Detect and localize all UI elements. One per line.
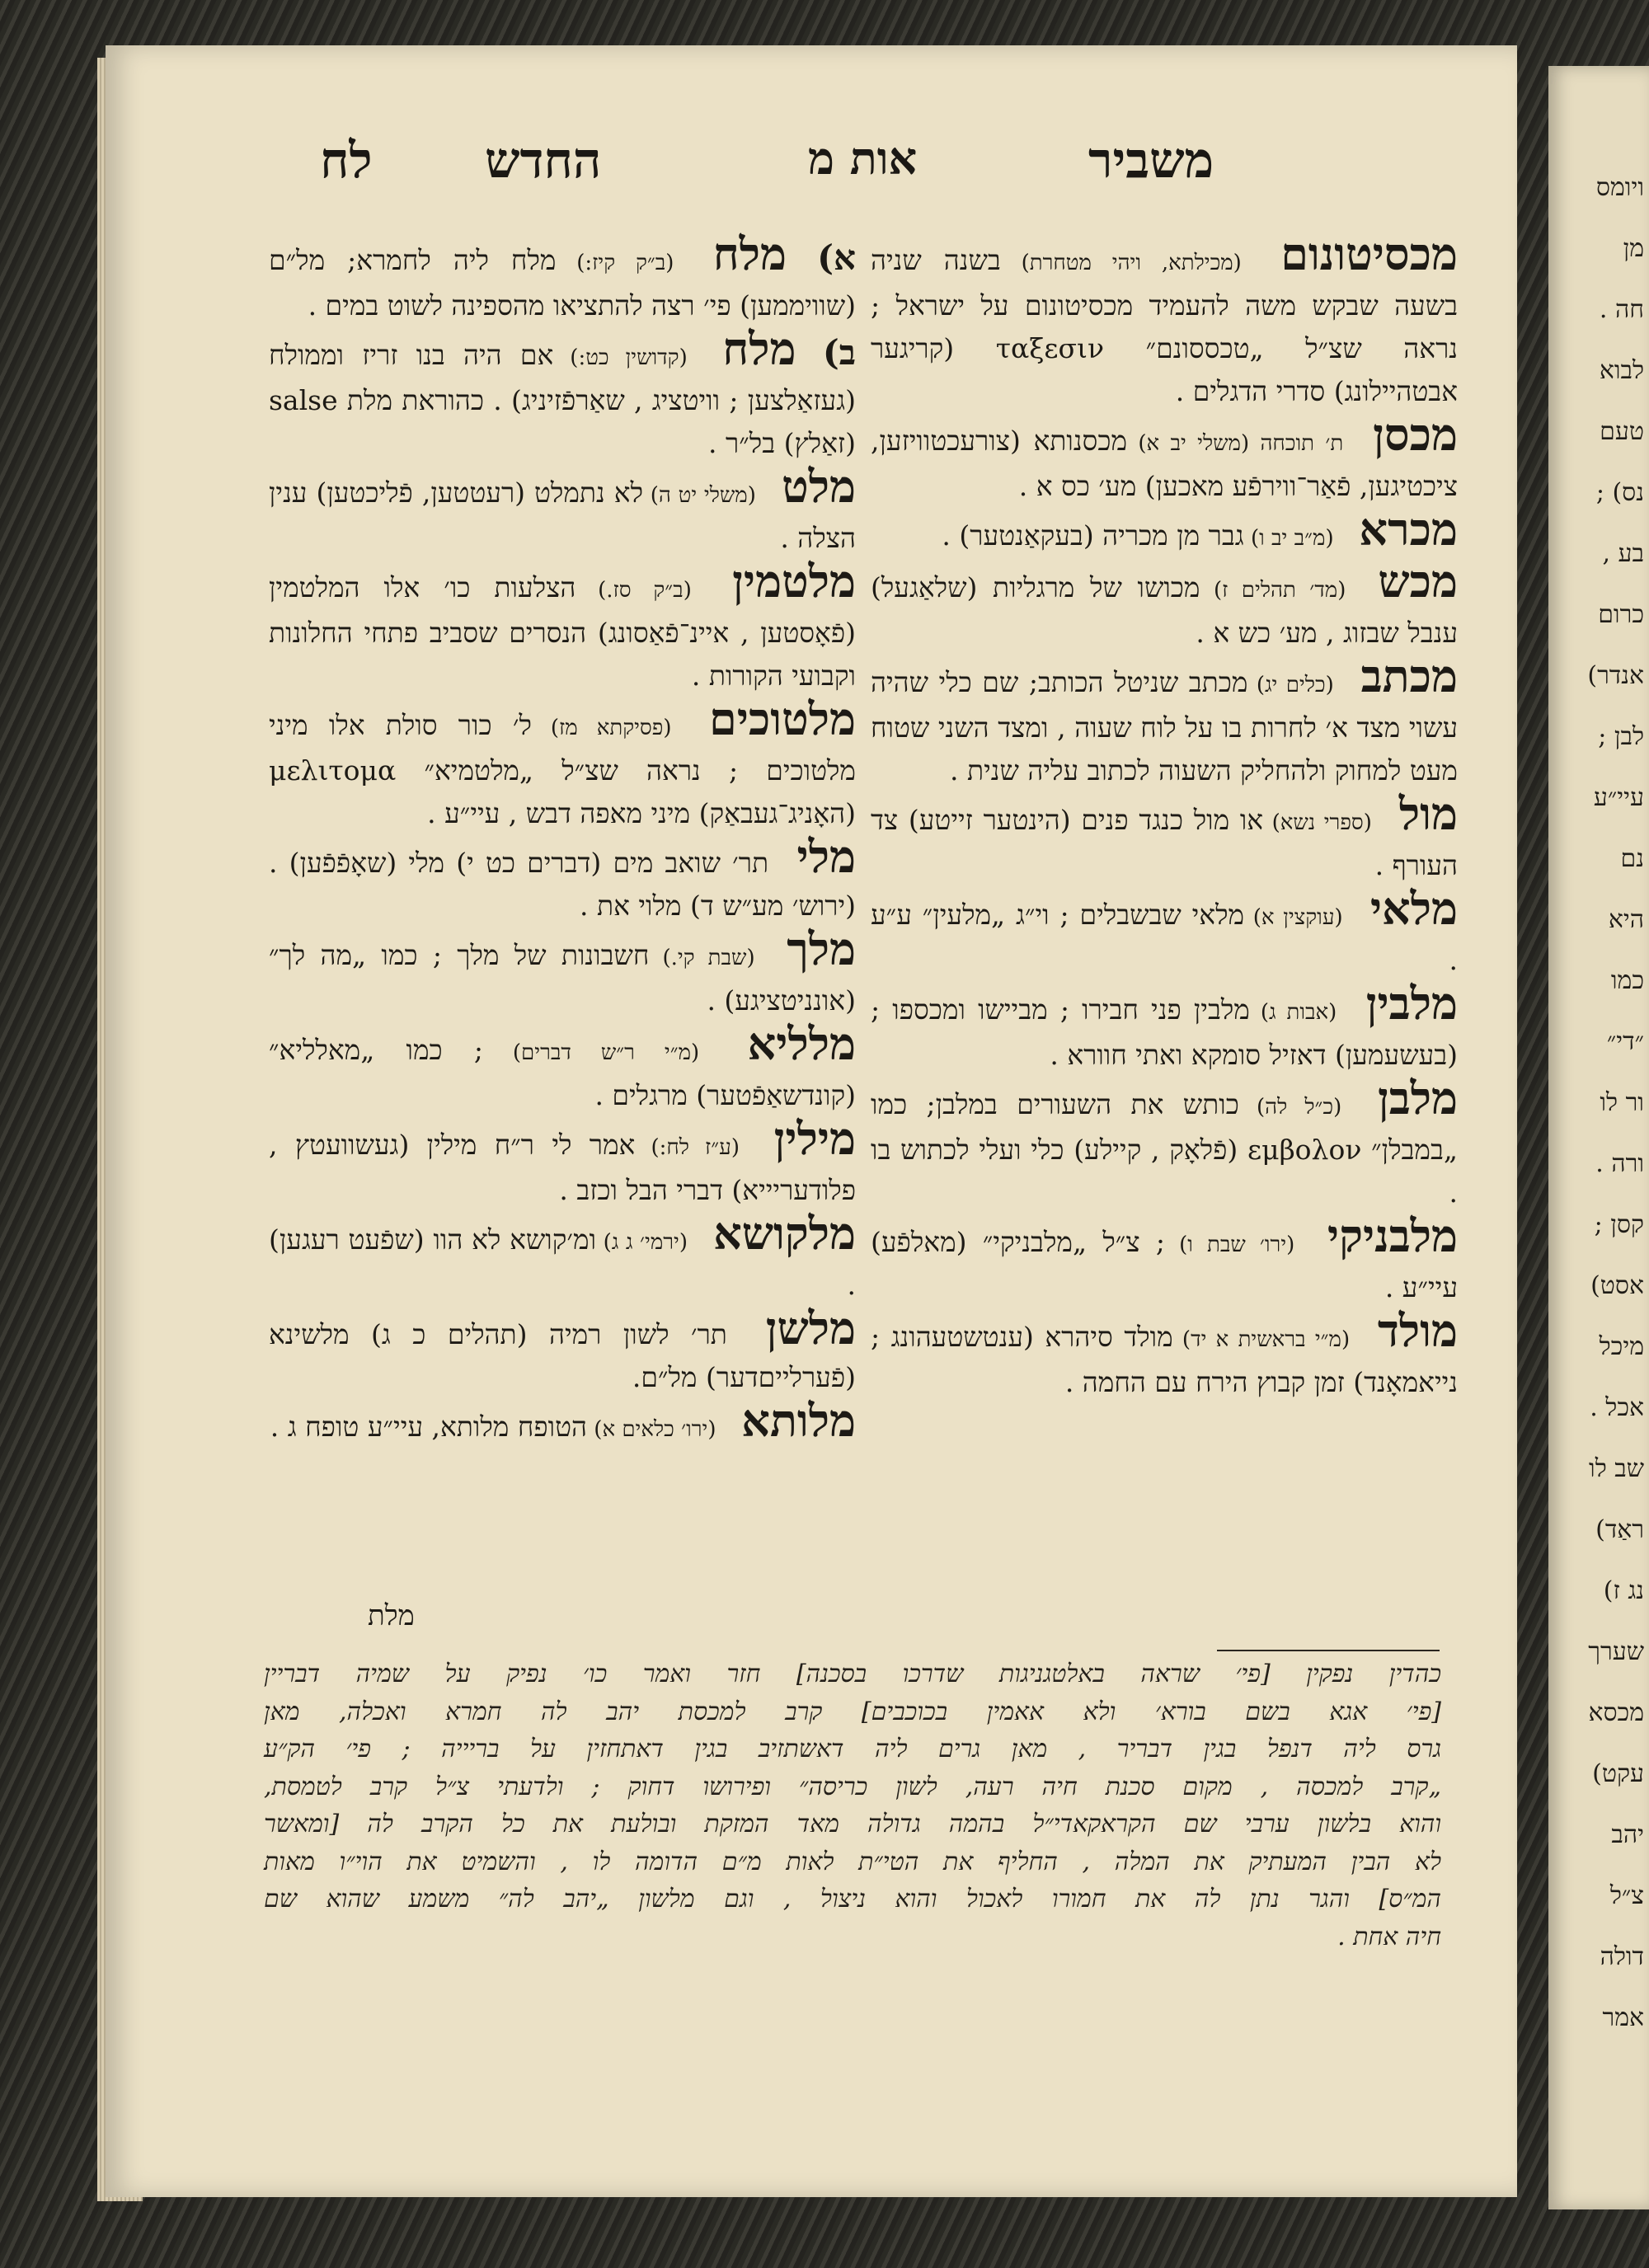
entry-text: מכתב שניטל הכותב; שם כלי שהיה עשוי מצד א׳ לחרות בו על לוח שעוה , ומצד השני שטוח מעט למחוק ולהחליק השעוה לכתוב עליה שנית . (871, 666, 1458, 787)
page-number: לח (320, 132, 373, 190)
entry-text: מכושו של מרגליות (שלאַגעל) ענבל שבזוג , מע׳ כש א . (871, 571, 1458, 649)
dictionary-entry (269, 1017, 856, 1117)
entry-headword: מלקושא (698, 1207, 856, 1260)
footnote-line: כהדין נפקין [פי׳ שראה באלטגניגות שדרכו בסכנה] חזר ואמר כו׳ נפיק על שמיה דבריין (264, 1660, 1441, 1688)
right-column (871, 228, 1459, 1404)
facing-page-fragment: היא (1608, 905, 1644, 934)
facing-page-fragment: לבן ; (1598, 722, 1644, 751)
entry-headword: מלטוכים (681, 693, 856, 745)
footnote-line: גרס ליה דנפל בגין דבריר , מאן גרים ליה דאשתזיב בגין דאתחזין על בריייה ; פי׳ הק״ע (264, 1735, 1441, 1763)
footnote (264, 1655, 1441, 1956)
entry-headword: מלבניקי (1304, 1209, 1458, 1262)
dictionary-entry (269, 228, 856, 327)
entry-ref: (מ״י ר״ש דברים) (482, 1040, 700, 1065)
entry-text: חשבונות של מלך ; כמו „מה לך״ (אונניטציגע) . (269, 939, 856, 1017)
facing-page-fragment: בע , (1602, 539, 1644, 568)
entry-text: ומ׳קושא לא הוו (שפֿעט רעגען) . (269, 1223, 856, 1301)
entry-num: א) (791, 237, 856, 278)
entry-text: אם היה בנו זריז וממולח (געזאַלצען ; וויטציג , שאַרפֿזיניג) . כהוראת מלת salse (זאַלץ) בל״ר . (269, 339, 856, 459)
entry-text: ; צ״ל „מלבניקי״ (מאלפֿע) עיי״ע . (871, 1226, 1458, 1303)
facing-page-fragment: ורה . (1595, 1149, 1644, 1178)
entry-ref: (כ״ל לה) (1238, 1095, 1342, 1120)
entry-ref: (משלי יט ה) (643, 483, 756, 508)
entry-ref: (מ״ב יב ו) (1243, 526, 1334, 551)
entry-headword: מכש (1355, 555, 1458, 608)
entry-headword: מלך (764, 923, 856, 975)
entry-headword: מכסיטונום (1251, 228, 1458, 280)
entry-text: בשנה שניה בשעה שבקש משה להעמיד מכסיטונום על ישראל ; נראה שצ״ל „טכססונם״ ταξεσιν (קריגער אבטהיילונג) סדרי הדגלים . (871, 244, 1459, 407)
entry-ref: (שבת קי.) (649, 946, 755, 970)
facing-page (1548, 66, 1649, 2209)
dictionary-entry (871, 503, 1458, 560)
facing-page-fragment: קסן ; (1594, 1210, 1644, 1239)
facing-page-fragment: מן (1623, 234, 1644, 263)
entry-ref: (ירו׳ כלאים א) (587, 1417, 716, 1442)
entry-ref: (ב״ק סז.) (576, 578, 692, 603)
entry-headword: מלשן (736, 1302, 856, 1355)
facing-page-fragment: נג ז) (1603, 1576, 1644, 1605)
entry-ref: (פסיקתא מז) (531, 716, 672, 740)
entry-text: מלח ליה לחמרא; מל״ם (שוויממען) פי׳ רצה להתציאו מהספינה לשוט במים . (269, 244, 856, 322)
facing-page-fragment: מכסא (1588, 1698, 1644, 1727)
dictionary-entry (269, 923, 856, 1022)
entry-ref: (מכילתא, ויהי מטחרת) (1000, 251, 1242, 275)
entry-text: גבר מן מכריה (בעקאַנטער) . (942, 519, 1244, 552)
dictionary-entry (871, 1072, 1459, 1214)
dictionary-entry (269, 1112, 856, 1212)
entry-text: מלאי שבשבלים ; וי״ג „מלעין״ ע״ע . (871, 899, 1458, 976)
facing-page-fragment: שערך (1588, 1637, 1644, 1666)
footnote-line: [פי׳ אגא בשם בורא׳ ולא אאמין בכוכבים] קרב למכסת יהב לה חמרא ואכלה, מאן (264, 1697, 1441, 1726)
entry-headword: מלבן (1351, 1072, 1459, 1125)
dictionary-entry (269, 555, 856, 697)
facing-page-fragment: עקט) (1592, 1759, 1644, 1788)
footnote-line: „קרב למכסה , מקום סכנת חיה רעה, לשון כריסה״ ופירושו דחוק ; ולדעתי צ״ל קרב לטמסת, (264, 1772, 1441, 1801)
entry-headword: מלט (765, 460, 857, 513)
running-head-right: משביר (1088, 132, 1214, 190)
footnote-line: חיה אחת . (1337, 1922, 1441, 1951)
entry-text: לא נתמלט (רעטטען, פֿליכטען) ענין הצלה . (269, 477, 856, 554)
facing-page-fragment: מיכל (1599, 1332, 1644, 1361)
entry-headword: מלאי (1352, 882, 1459, 935)
facing-page-fragment: ראַד) (1595, 1515, 1644, 1544)
dictionary-entry (871, 977, 1458, 1077)
footnote-line: והוא בלשון ערבי שם הקראקאדי״ל בהמה גדולה מאד המזקת ובולעת את כל הקרב לה [ומאשר (264, 1810, 1441, 1838)
entry-ref: (כלים יג) (1247, 673, 1334, 697)
entry-headword: מול (1381, 787, 1458, 840)
entry-headword: מלח (684, 228, 787, 280)
dictionary-entry (269, 1207, 856, 1307)
entry-headword: מולד (1360, 1304, 1458, 1357)
footnote-line: המ״ס] והגר נתן לה את חמורו לאכול והוא ניצול , וגם מלשון „יהב לה״ משמע שהוא שם (264, 1885, 1441, 1913)
footnote-rule (1217, 1650, 1440, 1651)
facing-page-fragment: חה . (1599, 295, 1644, 324)
entry-ref: (ב״ק קיז:) (556, 251, 674, 275)
entry-text: או מול כנגד פנים (הינטער זייטע) צד העורף . (871, 804, 1458, 881)
running-head-center: אות מ (808, 132, 918, 185)
entry-ref: (אבות ג) (1249, 1000, 1337, 1025)
facing-page-fragment: ור לו (1600, 1088, 1644, 1117)
entry-headword: מכתב (1343, 650, 1458, 702)
facing-page-fragment: ״די״ (1606, 1027, 1644, 1056)
entry-ref: (ירו׳ שבת ו) (1165, 1233, 1295, 1257)
facing-page-fragment: נס) ; (1595, 478, 1644, 507)
facing-page-fragment: עיי״ע (1593, 783, 1644, 812)
footnote-line: לא הבין המעתיק את המלה , החליף את הטי״ת לאות מ״ם הדומה לו , והשמיט את הוי״ו מאות (264, 1847, 1441, 1876)
entry-headword: מלבין (1346, 977, 1458, 1030)
facing-page-fragment: יהב (1611, 1820, 1644, 1849)
entry-headword: מלטמין (701, 555, 856, 608)
dictionary-entry (871, 1209, 1458, 1309)
facing-page-fragment: אמר (1602, 2003, 1644, 2032)
dictionary-entry (871, 408, 1459, 508)
facing-page-fragment: לבוא (1599, 356, 1644, 385)
entry-ref: (מ״י בראשית א יד) (1172, 1327, 1351, 1352)
entry-headword: מלליא (709, 1017, 856, 1070)
entry-headword: מלותא (726, 1394, 856, 1447)
facing-page-fragment: טעם (1600, 417, 1644, 446)
left-column (269, 228, 857, 1451)
dictionary-entry (871, 882, 1459, 982)
entry-text: כותש את השעורים במלבן; כמו „במבלן״ εμβολον (פֿלאָק , קיילע) כלי ועלי לכתוש בו . (871, 1088, 1458, 1209)
facing-page-fragment: נם (1620, 844, 1644, 873)
facing-page-fragment: כרום (1598, 600, 1644, 629)
facing-page-fragment: דולה (1600, 1942, 1644, 1971)
entry-ref: (ירמי׳ ג ג) (596, 1230, 688, 1255)
entry-headword: מכסן (1353, 408, 1459, 461)
entry-ref: (עוקצין א) (1244, 905, 1343, 930)
entry-ref: ת׳ תוכחה (משלי יב א) (1127, 431, 1344, 456)
entry-headword: מכרא (1343, 503, 1458, 556)
dictionary-entry (871, 228, 1459, 413)
entry-text: מולד סיהרא (ענטשטעהונג ; נייאמאָנד) זמן קבוץ הירח עם החמה . (871, 1321, 1458, 1398)
entry-text: ל׳ כור סולת אלו מיני מלטוכים ; נראה שצ״ל „מלטמיא״ μελιτομα (האָניג־געבאַק) מיני מאפה דבש , עיי״ע . (269, 709, 856, 829)
entry-ref: (ע״ז לח:) (635, 1135, 740, 1160)
entry-text: תר׳ שואב מים (דברים כט י) מלי (שאָפֿפֿען) . (ירוש׳ מע״ש ד) מלוי את . (269, 847, 856, 922)
dictionary-entry (269, 1302, 856, 1399)
entry-text: מלבין פני חבירו ; מביישו ומכספו ; (בעשעמען) דאזיל סומקא ואתי חוורא . (871, 993, 1458, 1071)
dictionary-entry (871, 787, 1458, 887)
entry-text: הצלעות כו׳ אלו המלטמין (פֿאָסטען , איינ־פֿאַסונג) הנסרים שסביב פתחי החלונות וקבועי הקורות . (269, 571, 856, 692)
facing-page-fragment: ויומס (1595, 173, 1644, 202)
running-head-left: החדש (485, 132, 602, 190)
dictionary-entry (269, 322, 856, 465)
dictionary-entry (269, 1394, 856, 1451)
facing-page-fragment: אנדר) (1587, 661, 1644, 690)
facing-page-fragment: צ״ל (1609, 1881, 1644, 1910)
facing-page-fragment: אסט) (1590, 1271, 1644, 1300)
entry-ref: (מד׳ תהלים ז) (1200, 578, 1346, 603)
entry-text: אמר לי ר״ח מילין (געשוועטץ , פלודעריייא) דברי הבל וכזב . (269, 1129, 856, 1206)
dictionary-entry (269, 693, 856, 835)
dictionary-entry (269, 460, 857, 560)
dictionary-entry (269, 830, 856, 927)
entry-ref: (קדושין כט:) (553, 345, 688, 370)
facing-page-fragment: שב לו (1589, 1454, 1644, 1483)
entry-text: ; כמו „מאלליא״ (קונדשאַפֿטער) מרגלים . (269, 1034, 856, 1111)
entry-headword: מלח (697, 322, 796, 375)
entry-ref: (ספרי נשא) (1263, 810, 1372, 835)
dictionary-entry (871, 650, 1458, 792)
entry-num: ב) (801, 332, 856, 373)
entry-text: תר׳ לשון רמיה (תהלים כ ג) מלשינא (פֿערלייםדער) מל״ם. (269, 1318, 856, 1393)
facing-page-fragment: אכל . (1590, 1393, 1644, 1422)
entry-headword: מלי (778, 830, 856, 883)
entry-headword: מילין (749, 1112, 856, 1165)
dictionary-entry (871, 555, 1458, 655)
entry-text: הטופח מלותא, עיי״ע טופח ג . (270, 1411, 588, 1443)
facing-page-fragment: כמו (1610, 966, 1644, 995)
entry-text: מכסנותא (צורעכטוויזען, ציכטיגען, פֿאַר־ווירפֿע מאכען) מע׳ כס א . (871, 425, 1458, 502)
dictionary-entry (871, 1304, 1458, 1404)
catchword: מלת (368, 1599, 415, 1632)
